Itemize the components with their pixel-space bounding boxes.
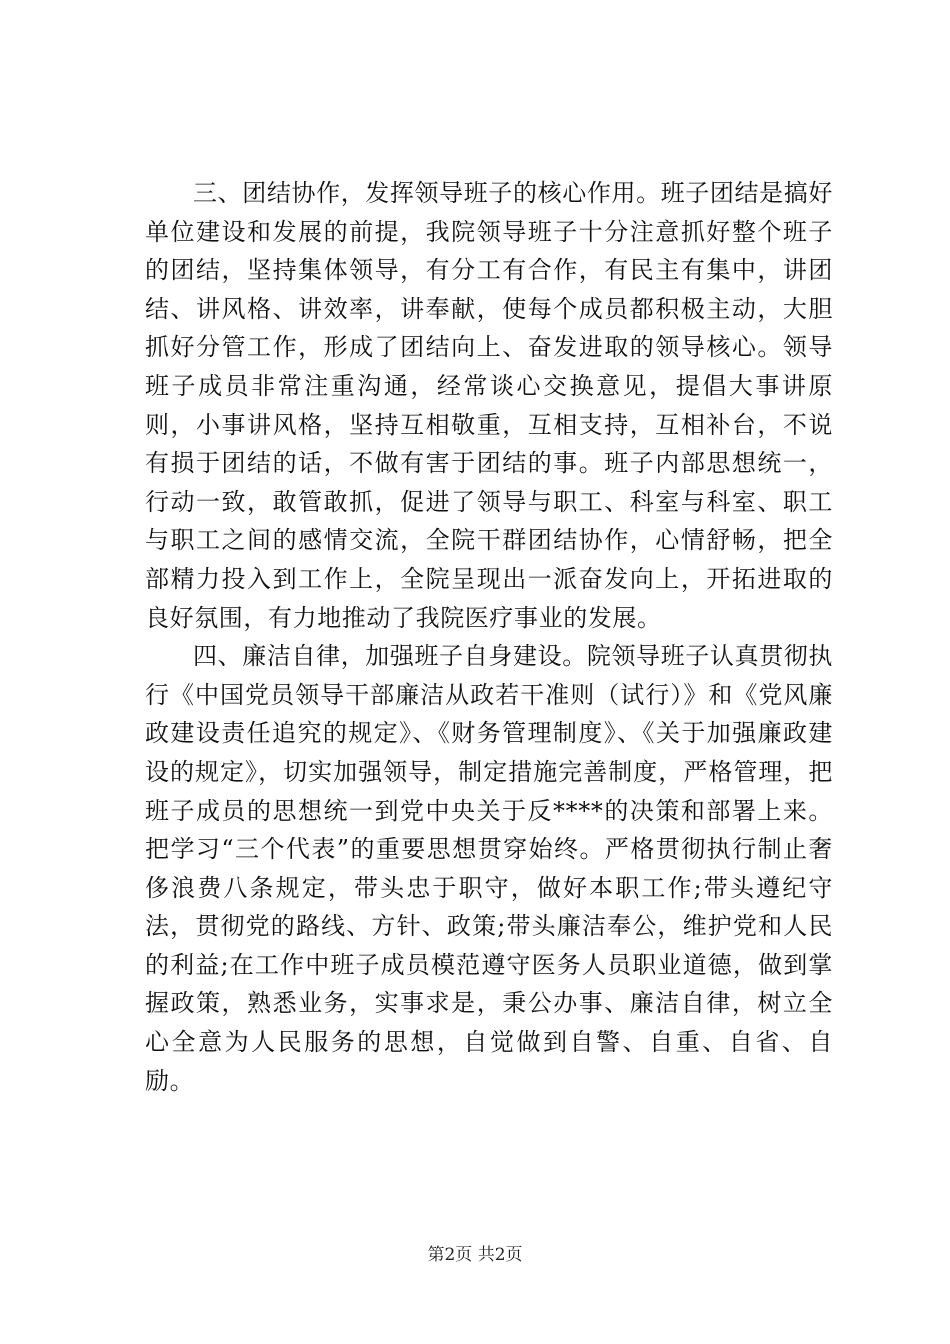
paragraph-unity-cooperation: 三、团结协作，发挥领导班子的核心作用。班子团结是搞好单位建设和发展的前提，我院领导班子十分注意抓好整个班子的团结，坚持集体领导，有分工有合作，有民主有集中，讲团结、讲风格、讲效率，讲奉献，使每个成员都积极主动，大胆抓好分管工作，形成了团结向上、奋发进取的领导核心。领导班子成员非常注重沟通，经常谈心交换意见，提倡大事讲原则，小事讲风格，坚持互相敬重，互相支持，互相补台，不说有损于团结的话，不做有害于团结的事。班子内部思想统一，行动一致，敢管敢抓，促进了领导与职工、科室与科室、职工与职工之间的感情交流，全院干群团结协作，心情舒畅，把全部精力投入到工作上，全院呈现出一派奋发向上，开拓进取的良好氛围，有力地推动了我院医疗事业的发展。: [145, 179, 833, 632]
page-number-footer: 第2页 共2页: [427, 1245, 523, 1265]
document-body: [145, 174, 833, 1100]
paragraph-integrity-self-discipline: 四、廉洁自律，加强班子自身建设。院领导班子认真贯彻执行《中国党员领导干部廉洁从政若干准则（试行）》和《党风廉政建设责任追究的规定》、《财务管理制度》、《关于加强廉政建设的规定》，切实加强领导，制定措施完善制度，严格管理，把班子成员的思想统一到党中央关于反****的决策和部署上来。把学习“三个代表”的重要思想贯穿始终。严格贯彻执行制止奢侈浪费八条规定，带头忠于职守，做好本职工作;带头遵纪守法，贯彻党的路线、方针、政策;带头廉洁奉公，维护党和人民的利益;在工作中班子成员模范遵守医务人员职业道德，做到掌握政策，熟悉业务，实事求是，秉公办事、廉洁自律，树立全心全意为人民服务的思想，自觉做到自警、自重、自省、自励。: [145, 642, 833, 1095]
